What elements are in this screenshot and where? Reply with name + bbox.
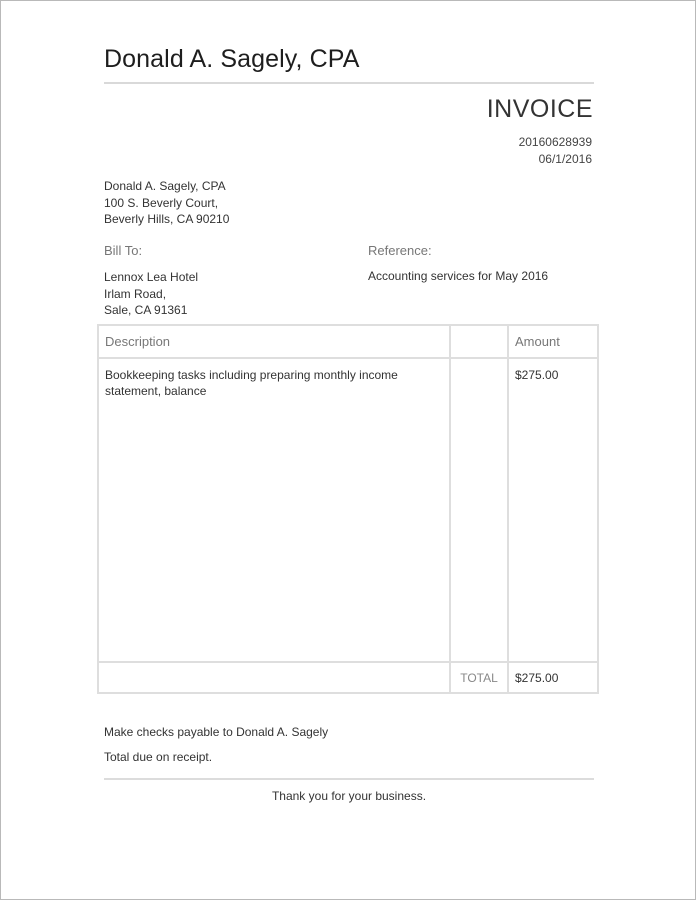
bill-to-line: Sale, CA 91361	[104, 303, 188, 317]
unlabeled-column-header	[450, 325, 508, 358]
sender-address-line: 100 S. Beverly Court,	[104, 195, 219, 210]
item-amount: $275.00	[508, 358, 598, 662]
line-items-table	[97, 324, 599, 694]
item-description: Bookkeeping tasks including preparing monthly income statement, balance	[98, 358, 450, 662]
table-header-row	[98, 325, 598, 358]
bill-to-address	[104, 269, 198, 319]
sender-address	[104, 178, 229, 228]
header-divider	[104, 82, 594, 84]
reference-label: Reference:	[368, 243, 432, 258]
document-type-heading: INVOICE	[486, 95, 593, 123]
terms-note: Total due on receipt.	[104, 750, 213, 764]
payable-note: Make checks payable to Donald A. Sagely	[104, 725, 329, 739]
table-row	[98, 358, 598, 662]
amount-column-header: Amount	[508, 325, 598, 358]
thank-you-note: Thank you for your business.	[271, 789, 427, 803]
bill-to-line: Irlam Road,	[104, 286, 167, 301]
invoice-date: 06/1/2016	[538, 152, 592, 166]
item-middle-cell	[450, 358, 508, 662]
footer-divider	[104, 778, 594, 780]
total-row	[98, 662, 598, 693]
sender-address-line: Donald A. Sagely, CPA	[104, 179, 226, 193]
bill-to-label: Bill To:	[104, 243, 143, 258]
company-name: Donald A. Sagely, CPA	[104, 45, 360, 73]
description-column-header: Description	[98, 325, 450, 358]
reference-text: Accounting services for May 2016	[368, 269, 549, 283]
total-amount: $275.00	[508, 662, 598, 693]
total-label: TOTAL	[450, 662, 508, 693]
bill-to-line: Lennox Lea Hotel	[104, 270, 199, 284]
invoice-number: 20160628939	[518, 135, 592, 149]
total-empty-cell	[98, 662, 450, 693]
sender-address-line: Beverly Hills, CA 90210	[104, 212, 230, 226]
